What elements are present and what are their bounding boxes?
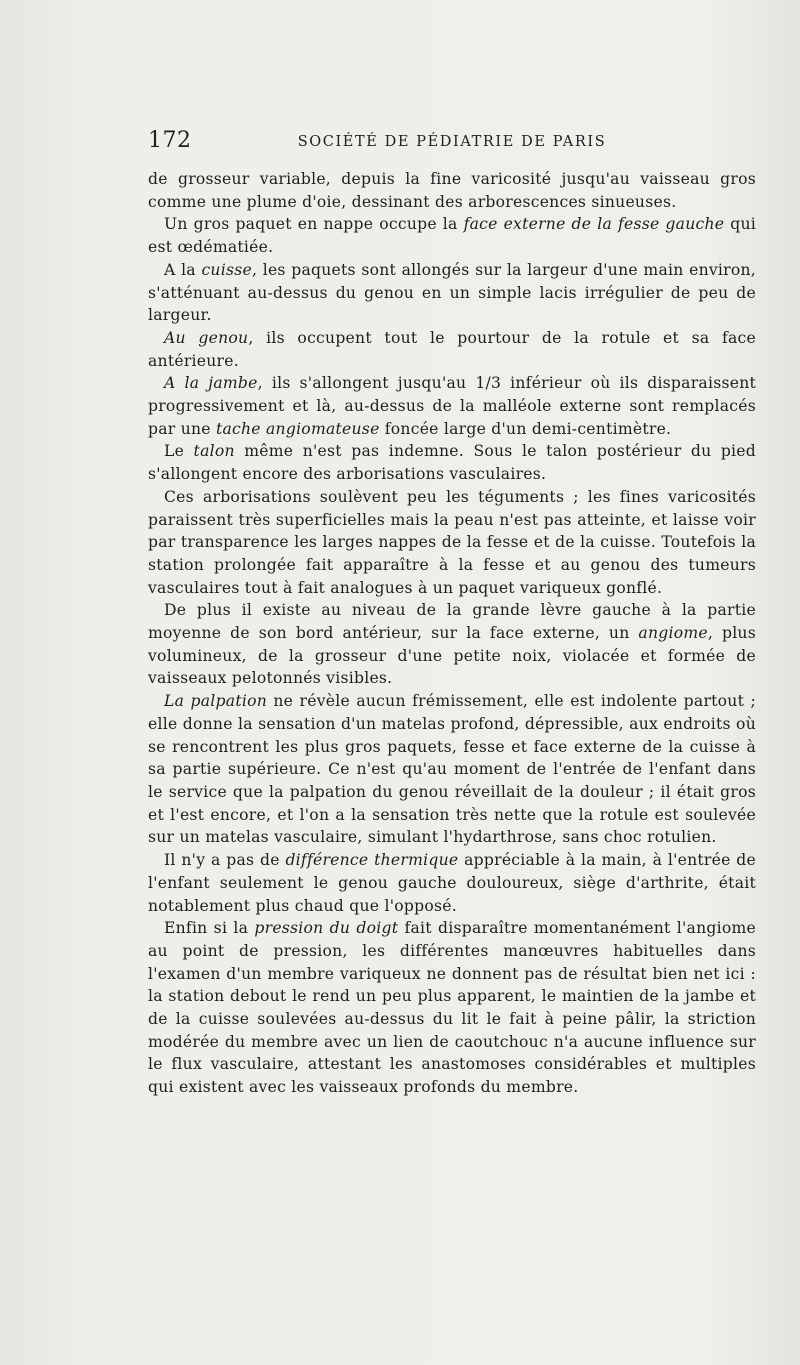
text-run: appréciable à la main, à l'entrée de l'enfant seulement le genou gauche douloureux, siège d'arthrite, était notablement plus chaud que l'opposé. (148, 851, 757, 915)
italic-term: cuisse (201, 260, 252, 279)
text-run: Il n'y a pas de (164, 851, 286, 870)
page-number: 172 (148, 128, 192, 153)
italic-term: Au genou (164, 328, 249, 347)
text-run: De plus il existe au niveau de la grande lèvre gauche à la partie moyenne de son bord antérieur, sur la face externe, un (148, 601, 756, 643)
text-run: A la (164, 260, 202, 279)
text-run: même n'est pas indemne. Sous le talon postérieur du pied s'allongent encore des arborisations vasculaires. (148, 442, 757, 484)
text-run: fait disparaître momentanément l'angiome au point de pression, les différentes manœuvres habituelles dans l'examen d'un membre variqueux ne donnent pas de résultat bien net ici : la station debout le rend un peu plus apparent, le maintien de la jambe et de la cuisse soulevées au-dessus du lit le fait à peine pâlir, la striction modérée du membre avec un lien de caoutchouc n'a aucune influence sur le flux vasculaire, attestant les anastomoses considérables et multiples qui existent avec les vaisseaux profonds du membre. (148, 919, 757, 1097)
italic-term: talon (193, 442, 235, 461)
text-run: , plus volumineux, de la grosseur d'une petite noix, violacée et formée de vaisseaux pelotonnés visibles. (148, 624, 756, 688)
text-run: Le (164, 442, 194, 461)
paragraph (148, 327, 756, 372)
paragraph (148, 259, 756, 327)
text-run: de grosseur variable, depuis la fine varicosité jusqu'au vaisseau gros comme une plume d'oie, dessinant des arborescences sinueuses. (148, 170, 756, 211)
paragraph (148, 690, 756, 849)
italic-term: angiome (638, 624, 708, 643)
text-run: , ils s'allongent jusqu'au 1/3 inférieur où ils disparaissent progressivement et là, au-dessus de la malléole externe sont remplacés par une (148, 374, 756, 438)
italic-term: pression du doigt (254, 919, 399, 938)
paragraph (148, 372, 756, 440)
paragraph (148, 917, 756, 1099)
running-title: SOCIÉTÉ DE PÉDIATRIE DE PARIS (297, 134, 607, 150)
body-text (148, 168, 756, 1099)
italic-term: différence thermique (285, 851, 459, 870)
paragraph (148, 599, 756, 690)
page-header (148, 128, 756, 158)
text-run: , ils occupent tout le pourtour de la rotule et sa face antérieure. (148, 328, 756, 370)
text-run: Un gros paquet en nappe occupe la (164, 215, 464, 234)
text-run: foncée large d'un demi-centimètre. (379, 419, 672, 438)
text-run: Enfin si la (164, 919, 255, 938)
italic-term: tache angiomateuse (215, 419, 380, 438)
italic-term: A la jambe (164, 374, 258, 393)
paragraph (148, 849, 756, 917)
paragraph (148, 486, 756, 600)
text-run: ne révèle aucun frémissement, elle est indolente partout ; elle donne la sensation d'un matelas profond, dépressible, aux endroits où se rencontrent les plus gros paquets, fesse et face externe de la cuisse à sa partie supérieure. Ce n'est qu'au moment de l'entrée de l'enfant dans le service que la palpation du genou réveillait de la douleur ; il était gros et l'est encore, et l'on a la sensation très nette que la rotule est soulevée sur un matelas vasculaire, simulant l'hydarthrose, sans choc rotulien. (148, 692, 756, 847)
paragraph (148, 168, 756, 213)
italic-term: face externe de la fesse gauche (463, 215, 725, 234)
paragraph (148, 213, 756, 258)
paragraph (148, 440, 756, 485)
text-run: , les paquets sont allongés sur la largeur d'une main environ, s'atténuant au-dessus du genou en un simple lacis irrégulier de peu de largeur. (148, 260, 757, 325)
italic-term: La palpation (164, 692, 268, 711)
text-run: qui est œdématiée. (148, 215, 756, 257)
text-run: Ces arborisations soulèvent peu les téguments ; les fines varicosités paraissent très superficielles mais la peau n'est pas atteinte, et laisse voir par transparence les larges nappes de la fesse et de la cuisse. Toutefois la station prolongée fait apparaître à la fesse et au genou des tumeurs vasculaires tout à fait analogues à un paquet variqueux gonflé. (148, 487, 756, 597)
